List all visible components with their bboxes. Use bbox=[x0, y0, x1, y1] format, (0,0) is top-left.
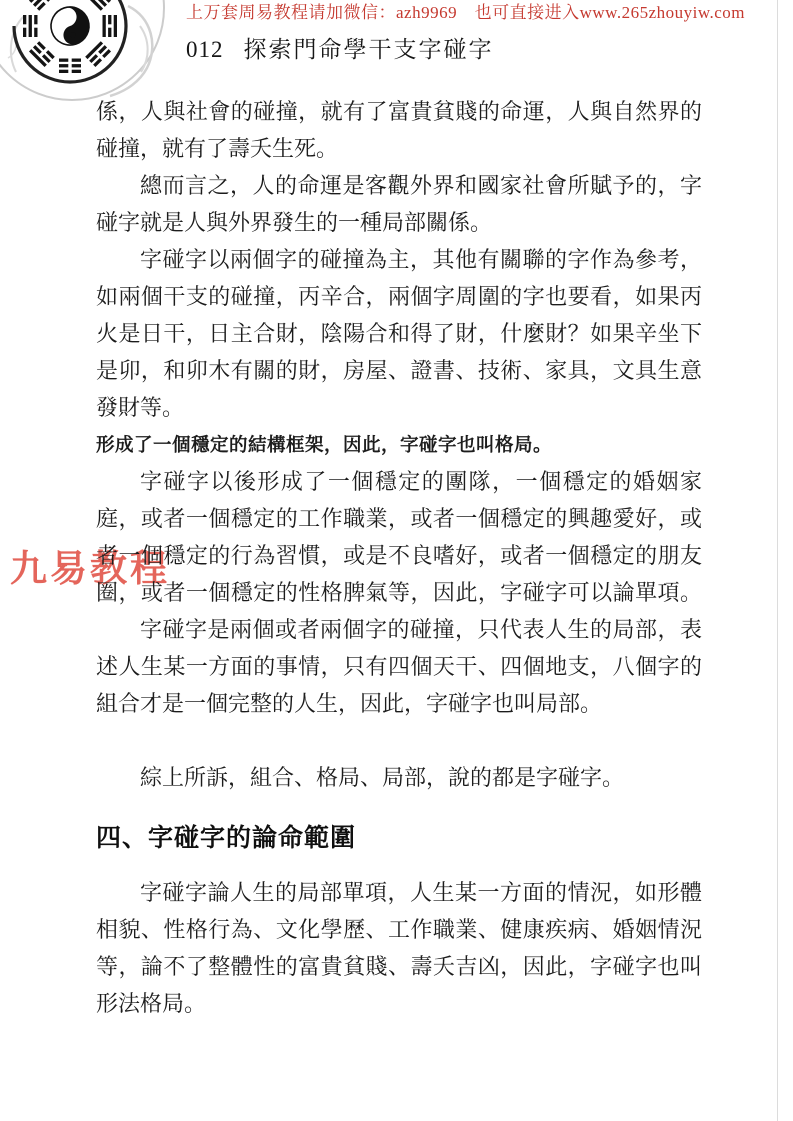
promo-text: 上万套周易教程请加微信：azh9969 也可直接进入www.265zhouyiw.com bbox=[186, 3, 746, 22]
text-line: 字碰字論人生的局部單項，人生某一方面的情況，如形體 bbox=[140, 880, 702, 905]
book-title: 探索門命學干支字碰字 bbox=[243, 37, 494, 62]
yinyang-icon bbox=[46, 2, 94, 50]
text-line: 是卯，和卯木有關的財，房屋、證書、技術、家具，文具生意 bbox=[96, 358, 702, 383]
text-line: 形成了一個穩定的結構框架，因此，字碰字也叫格局。 bbox=[96, 434, 553, 455]
text-line: 總而言之，人的命運是客觀外界和國家社會所賦予的，字 bbox=[140, 173, 702, 198]
text-line: 形法格局。 bbox=[96, 991, 207, 1016]
body-text bbox=[96, 93, 702, 1022]
text-line: 綜上所訴，組合、格局、局部，說的都是字碰字。 bbox=[140, 765, 625, 790]
page-number: 012 bbox=[186, 37, 224, 62]
text-line: 如兩個干支的碰撞，丙辛合，兩個字周圍的字也要看，如果丙 bbox=[96, 284, 702, 309]
bagua-yinyang-logo bbox=[0, 0, 185, 102]
section-heading: 四、字碰字的論命範圍 bbox=[96, 824, 357, 852]
page-header bbox=[186, 31, 494, 64]
text-line: 發財等。 bbox=[96, 395, 185, 420]
text-line: 碰字就是人與外界發生的一種局部關係。 bbox=[96, 210, 493, 235]
text-line: 相貌、性格行為、文化學歷、工作職業、健康疾病、婚姻情況 bbox=[96, 917, 702, 942]
scan-edge-artifact bbox=[777, 0, 778, 1121]
watermark-text: 九易教程 bbox=[10, 548, 170, 589]
text-line: 組合才是一個完整的人生，因此，字碰字也叫局部。 bbox=[96, 691, 603, 716]
text-line: 字碰字以後形成了一個穩定的團隊，一個穩定的婚姻家 bbox=[140, 469, 702, 494]
logo-ornament bbox=[140, 26, 148, 72]
blank-line bbox=[96, 722, 702, 759]
text-line: 火是日干，日主合財，陰陽合和得了財，什麼財？如果辛坐下 bbox=[96, 321, 702, 346]
text-line: 庭，或者一個穩定的工作職業，或者一個穩定的興趣愛好，或 bbox=[96, 506, 702, 531]
text-line: 碰撞，就有了壽夭生死。 bbox=[96, 136, 339, 161]
text-line: 述人生某一方面的事情，只有四個天干、四個地支，八個字的 bbox=[96, 654, 702, 679]
text-line: 係，人與社會的碰撞，就有了富貴貧賤的命運，人與自然界的 bbox=[96, 99, 702, 124]
text-line: 者一個穩定的行為習慣，或是不良嗜好，或者一個穩定的朋友 bbox=[96, 543, 702, 568]
text-line: 字碰字以兩個字的碰撞為主，其他有關聯的字作為參考， bbox=[140, 247, 702, 272]
text-line: 字碰字是兩個或者兩個字的碰撞，只代表人生的局部，表 bbox=[140, 617, 702, 642]
text-line: 圈，或者一個穩定的性格脾氣等，因此，字碰字可以論單項。 bbox=[96, 580, 702, 605]
text-line: 等，論不了整體性的富貴貧賤、壽夭吉凶，因此，字碰字也叫 bbox=[96, 954, 702, 979]
